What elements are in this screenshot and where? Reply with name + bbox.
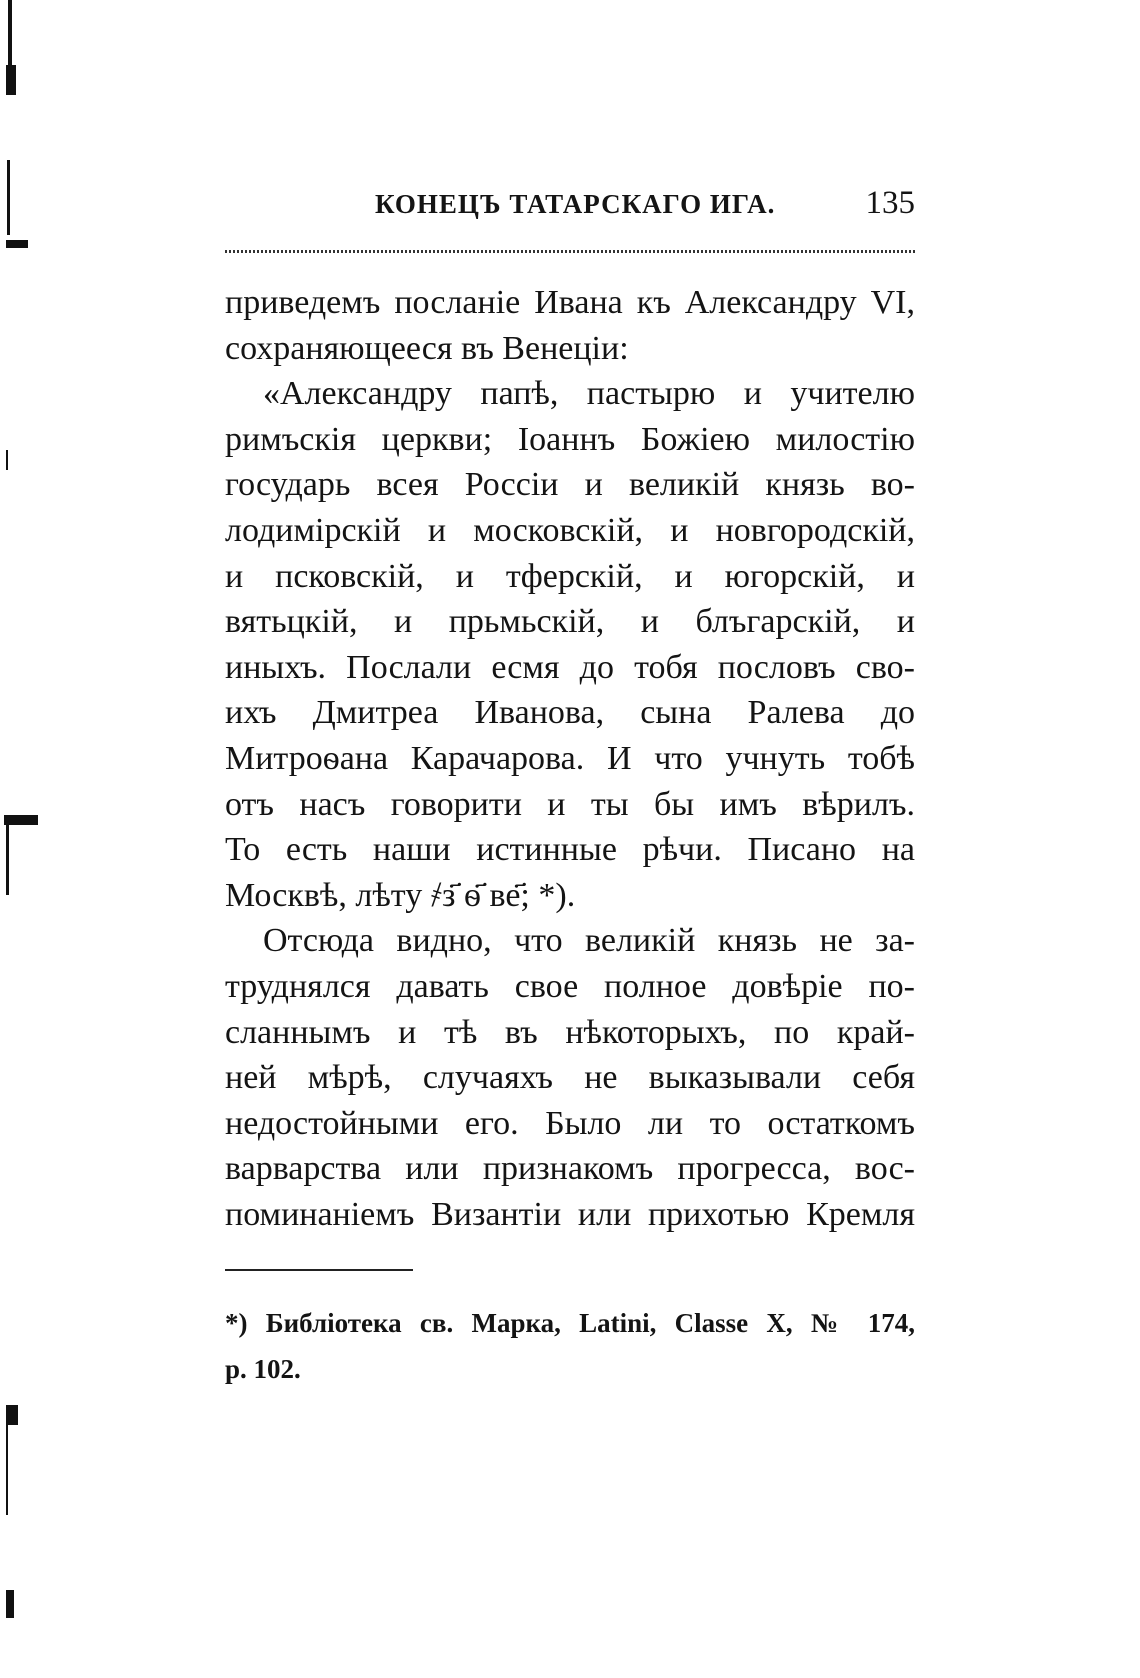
text-line: Митроѳана Карачарова. И что учнуть тобѣ (225, 739, 915, 777)
text-line: недостойными его. Было ли то остаткомъ (225, 1104, 915, 1142)
text-line: римъскія церкви; Іоаннъ Божіею милостію (225, 420, 915, 458)
scan-artifact (6, 1405, 18, 1425)
text-line: То есть наши истинные рѣчи. Писано на (225, 831, 915, 869)
text-line: «Александру папѣ, пастырю и учителю (263, 375, 915, 413)
scan-artifact (7, 160, 10, 235)
text-line: труднялся давать свое полное довѣріе по- (225, 967, 915, 1005)
text-line: отъ насъ говорити и ты бы имъ вѣрилъ. (225, 785, 915, 823)
text-line: государь всея Россіи и великій князь во- (225, 466, 915, 504)
scan-artifact (8, 0, 12, 70)
scan-artifact (6, 240, 28, 248)
text-line: иныхъ. Послали есмя до тобя пословъ сво- (225, 648, 915, 686)
text-line: вятьцкій, и прьмьскій, и блъгарскій, и (225, 603, 915, 641)
scan-artifact (6, 825, 9, 895)
scan-artifact (6, 1425, 8, 1515)
scan-artifact (6, 450, 8, 470)
text-line: Москвѣ, лѣту ҂з҃ ѳ҃ ве҃; *). (225, 876, 576, 914)
scan-artifact (6, 65, 16, 95)
footnote-line: p. 102. (225, 1354, 301, 1384)
text-line: приведемъ посланіе Ивана къ Александру VI, (225, 284, 915, 321)
text-line: сланнымъ и тѣ въ нѣкоторыхъ, по край- (225, 1013, 915, 1051)
text-line: варварства или признакомъ прогресса, вос- (225, 1150, 915, 1188)
page-number: 135 (865, 185, 915, 221)
footnote (225, 1300, 915, 1392)
body-text (225, 280, 915, 1237)
footnote-line: *) Библіотека св. Марка, Latini, Classe X, № 174, (225, 1308, 915, 1338)
text-line: ихъ Дмитреа Иванова, сына Ралева до (225, 694, 915, 732)
text-line: лодимірскій и московскій, и новгородскій, (225, 511, 915, 549)
header-rule (225, 250, 915, 253)
text-line: сохраняющееся въ Венеціи: (225, 329, 629, 367)
text-line: и псковскій, и тферскій, и югорскій, и (225, 557, 915, 595)
text-line: ней мѣрѣ, случаяхъ не выказывали себя (225, 1059, 915, 1097)
running-title: КОНЕЦЪ ТАТАРСКАГО ИГА. (375, 189, 776, 219)
scan-artifact (4, 815, 38, 825)
page-header (225, 185, 915, 225)
text-line: Отсюда видно, что великій князь не за- (263, 922, 915, 960)
scan-artifact (6, 1590, 14, 1618)
text-line: поминаніемъ Византіи или прихотью Кремля (225, 1195, 915, 1233)
footnote-rule (225, 1269, 413, 1271)
